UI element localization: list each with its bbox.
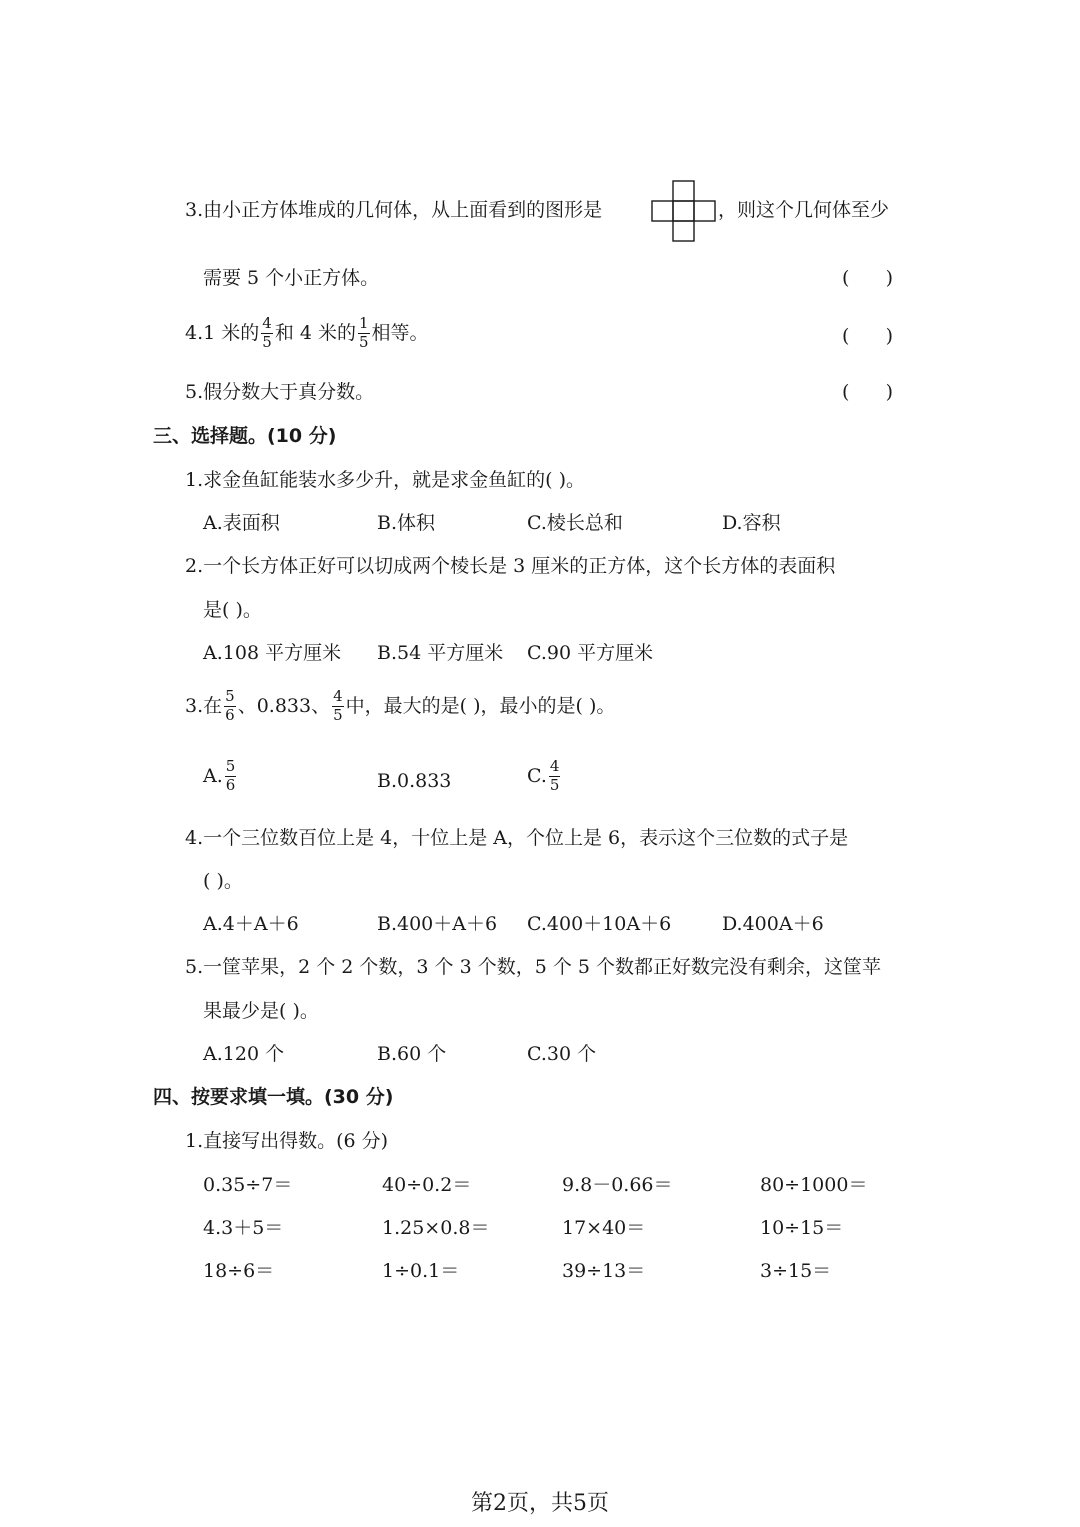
fraction-5-6: $\frac{5}{6}$ <box>225 757 236 794</box>
choice-q4: 4.一个三位数百位上是 4，十位上是 A，个位上是 6，表示这个三位数的式子是 <box>185 827 849 849</box>
choice-q4-option-a[interactable]: A.4＋A＋6 <box>203 913 299 935</box>
calc-item: 10÷15＝ <box>760 1217 844 1239</box>
choice-q3: 3.在 $\frac{5}{6}$ 、0.833、 $\frac{4}{5}$ 中，最大的是( )，最小的是( )。 <box>185 687 616 724</box>
choice-q2: 2.一个长方体正好可以切成两个棱长是 3 厘米的正方体，这个长方体的表面积 <box>185 555 836 577</box>
choice-q4-option-b[interactable]: B.400＋A＋6 <box>377 913 498 935</box>
page-number-footer: 第2页，共5页 <box>471 1491 609 1516</box>
choice-q4-option-c[interactable]: C.400＋10A＋6 <box>527 913 672 935</box>
calc-item: 3÷15＝ <box>760 1260 832 1282</box>
judge-q5: 5.假分数大于真分数。 <box>185 381 375 403</box>
calc-item: 0.35÷7＝ <box>203 1174 293 1196</box>
choice-q5-option-c[interactable]: C.30 个 <box>527 1043 597 1065</box>
calc-item: 1÷0.1＝ <box>382 1260 460 1282</box>
choice-q3-option-a[interactable]: A. $\frac{5}{6}$ <box>203 757 236 794</box>
choice-q2-option-c[interactable]: C.90 平方厘米 <box>527 642 654 664</box>
top-view-cross-shape <box>651 180 717 243</box>
fraction-4-5: $\frac{4}{5}$ <box>333 687 343 724</box>
choice-q3-option-c[interactable]: C. $\frac{4}{5}$ <box>527 757 560 794</box>
judge-q3 <box>185 201 602 220</box>
calc-item: 40÷0.2＝ <box>382 1174 472 1196</box>
choice-q1: 1.求金鱼缸能装水多少升，就是求金鱼缸的( )。 <box>185 469 585 491</box>
choice-q1-option-b[interactable]: B.体积 <box>377 512 436 534</box>
choice-q2-continuation: 是( )。 <box>203 599 262 621</box>
calc-item: 17×40＝ <box>562 1217 646 1239</box>
choice-q2-option-b[interactable]: B.54 平方厘米 <box>377 642 504 664</box>
judge-q4: 4.1 米的 $\frac{4}{5}$ 和 4 米的 $\frac{1}{5}$ 相等。 <box>185 314 429 351</box>
choice-q5-option-b[interactable]: B.60 个 <box>377 1043 447 1065</box>
calc-item: 80÷1000＝ <box>760 1174 868 1196</box>
choice-q5-continuation: 果最少是( )。 <box>203 1000 319 1022</box>
choice-q2-option-a[interactable]: A.108 平方厘米 <box>203 642 342 664</box>
choice-q1-option-d[interactable]: D.容积 <box>722 512 781 534</box>
section3-heading: 三、选择题。(10 分) <box>153 425 337 447</box>
calc-item: 39÷13＝ <box>562 1260 646 1282</box>
section4-heading: 四、按要求填一填。(30 分) <box>153 1086 394 1108</box>
judge-q3-text-before: 3.由小正方体堆成的几何体，从上面看到的图形是 <box>185 199 603 221</box>
calc-item: 18÷6＝ <box>203 1260 275 1282</box>
judge-q3-continuation: 需要 5 个小正方体。 <box>203 267 380 289</box>
choice-q4-continuation: ( )。 <box>203 870 243 892</box>
judge-q3-answer-bracket[interactable]: ( ) <box>842 267 894 289</box>
choice-q4-option-d[interactable]: D.400A＋6 <box>722 913 824 935</box>
fraction-4-5: $\frac{4}{5}$ <box>549 757 560 794</box>
choice-q1-option-a[interactable]: A.表面积 <box>203 512 280 534</box>
choice-q5: 5.一筐苹果，2 个 2 个数，3 个 3 个数，5 个 5 个数都正好数完没有剩余，这筐苹 <box>185 956 882 978</box>
calc-item: 4.3＋5＝ <box>203 1217 284 1239</box>
calc-item: 1.25×0.8＝ <box>382 1217 490 1239</box>
fraction-1-5: $\frac{1}{5}$ <box>358 314 369 351</box>
fraction-5-6: $\frac{5}{6}$ <box>225 687 235 724</box>
choice-q5-option-a[interactable]: A.120 个 <box>203 1043 285 1065</box>
judge-q5-answer-bracket[interactable]: ( ) <box>842 381 894 403</box>
choice-q1-option-c[interactable]: C.棱长总和 <box>527 512 623 534</box>
calc-item: 9.8－0.66＝ <box>562 1174 673 1196</box>
judge-q4-answer-bracket[interactable]: ( ) <box>842 325 894 347</box>
judge-q3-after: ，则这个几何体至少 <box>718 199 890 221</box>
fraction-4-5: $\frac{4}{5}$ <box>262 314 272 351</box>
choice-q3-option-b[interactable]: B.0.833 <box>377 770 452 792</box>
fill-q1: 1.直接写出得数。(6 分) <box>185 1130 389 1152</box>
